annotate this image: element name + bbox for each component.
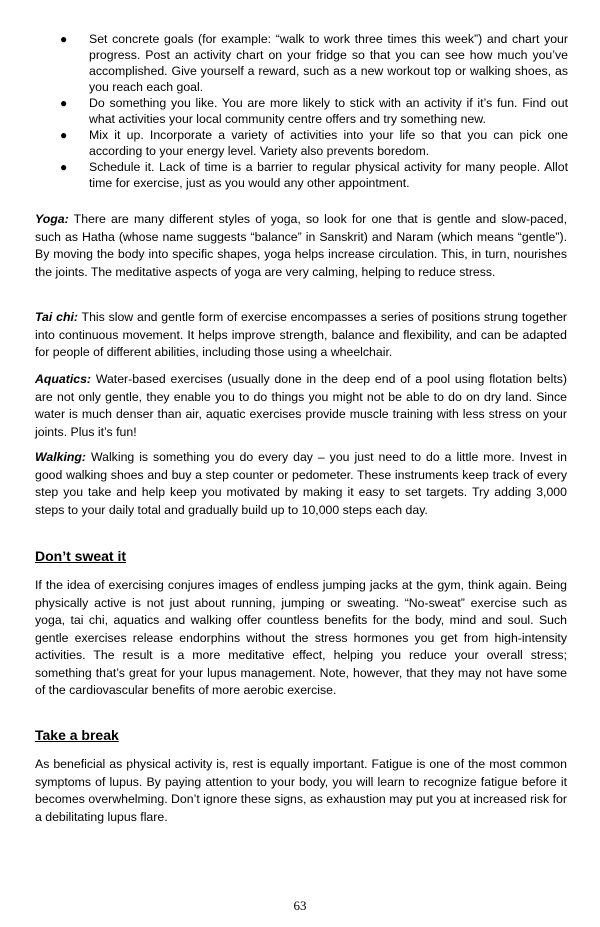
yoga-paragraph: [35, 211, 567, 281]
yoga-label: Yoga:: [35, 212, 69, 226]
list-item: [60, 95, 568, 127]
take-break-paragraph: As beneficial as physical activity is, rest is equally important. Fatigue is one of the most common symptoms of lupus. By paying attention to your body, you will learn to recognize fatigue before it becomes overwhelming. Don’t ignore these signs, as exhaustion may put you at increased risk for a debilitating lupus flare.: [35, 757, 567, 824]
taichi-paragraph: [35, 309, 567, 362]
list-item-text: Set concrete goals (for example: “walk to work three times this week”) and chart your progress. Post an activity chart on your fridge so that you can see how much you’ve accomplished. Give yourself a reward, such as a new workout top or walking shoes, as you reach each goal.: [89, 32, 568, 94]
yoga-text: There are many different styles of yoga, so look for one that is gentle and slow-paced, such as Hatha (whose name suggests “balance” in Sanskrit) and Naram (which means “gentle”). By moving the body into specific shapes, yoga helps increase circulation. This, in turn, nourishes the joints. The meditative aspects of yoga are very calming, helping to reduce stress.: [35, 212, 567, 279]
aquatics-paragraph: [35, 371, 567, 441]
list-item-text: Do something you like. You are more likely to stick with an activity if it’s fun. Find out what activities your local community centre offers and try something new.: [89, 96, 568, 126]
aquatics-label: Aquatics:: [35, 372, 92, 386]
dont-sweat-heading: Don’t sweat it: [35, 548, 127, 564]
list-item: [60, 159, 568, 191]
bullet-icon: ●: [60, 128, 68, 142]
taichi-label: Tai chi:: [35, 310, 78, 324]
bullet-icon: ●: [60, 96, 68, 110]
dont-sweat-paragraph: If the idea of exercising conjures images of endless jumping jacks at the gym, think again. Being physically active is not just about running, jumping or sweating. “No-sweat” exercise such as yoga, tai chi, aquatics and walking offer countless benefits for the body, mind and soul. Such gentle exercises release endorphins without the stress hormones you get from high-intensity activities. The result is a more meditative effect, helping you reduce your overall stress; something that’s great for your lupus management. Note, however, that they may not have some of the cardiovascular benefits of more aerobic exercise.: [35, 578, 567, 697]
walking-label: Walking:: [35, 450, 87, 464]
taichi-text: This slow and gentle form of exercise encompasses a series of positions strung together into continuous movement. It helps improve strength, balance and flexibility, and can be adapted for people of different abilities, including those using a wheelchair.: [35, 310, 568, 359]
walking-text: Walking is something you do every day – you just need to do a little more. Invest in good walking shoes and buy a step counter or pedometer. These instruments keep track of every step you take and help keep you motivated by making it easy to set targets. Try adding 3,000 steps to your daily total and gradually build up to 10,000 steps each day.: [35, 450, 567, 517]
list-item: [60, 127, 568, 159]
bullet-icon: ●: [60, 160, 68, 174]
bullet-icon: ●: [60, 32, 68, 46]
walking-paragraph: [35, 449, 567, 519]
tips-list: [60, 31, 568, 191]
list-item-text: Schedule it. Lack of time is a barrier to regular physical activity for many people. Allot time for exercise, just as you would any other appointment.: [89, 160, 568, 190]
list-item: [60, 31, 568, 95]
page-number: 63: [293, 898, 307, 913]
list-item-text: Mix it up. Incorporate a variety of activities into your life so that you can pick one according to your energy level. Variety also prevents boredom.: [89, 128, 568, 158]
take-break-heading: Take a break: [35, 727, 119, 743]
aquatics-text: Water-based exercises (usually done in the deep end of a pool using flotation belts) are not only gentle, they enable you to do things you might not be able to do on dry land. Since water is much denser than air, aquatic exercises provide muscle training with less stress on your joints. Plus it’s fun!: [35, 372, 567, 439]
